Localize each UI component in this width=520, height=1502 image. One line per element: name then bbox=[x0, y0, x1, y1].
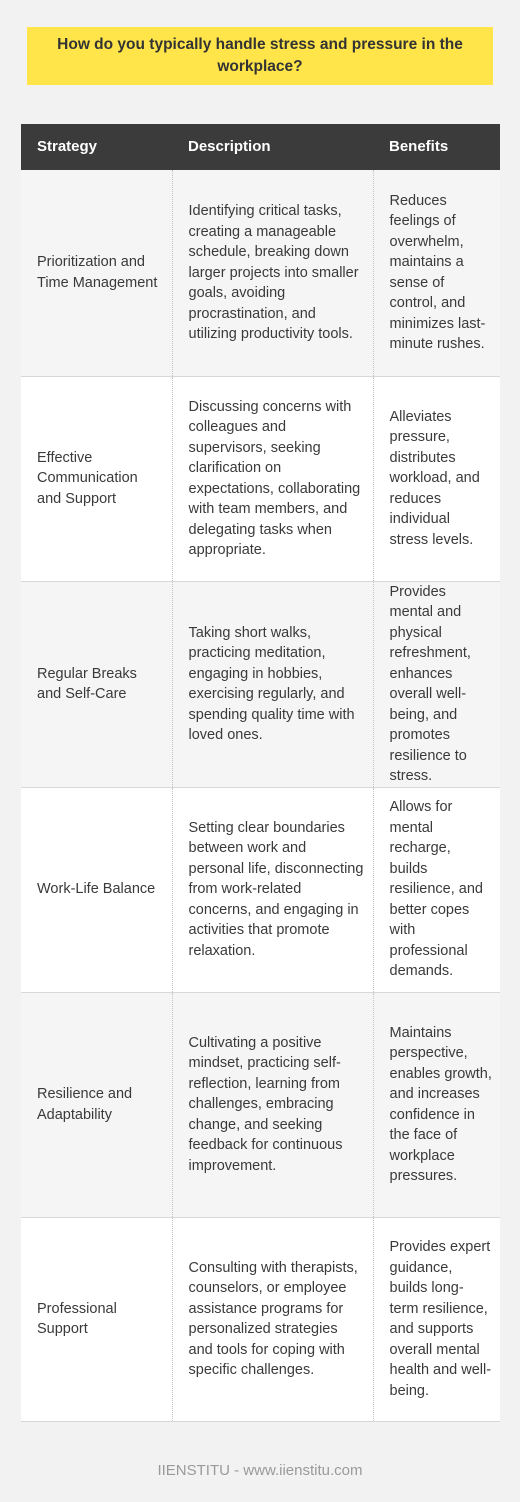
cell-description: Setting clear boundaries between work and personal life, disconnecting from work-related concerns, and engaging in activities that promote relaxation. bbox=[172, 787, 373, 992]
cell-strategy: Effective Communication and Support bbox=[21, 376, 172, 581]
header-strategy: Strategy bbox=[21, 124, 172, 170]
cell-benefits: Allows for mental recharge, builds resilience, and better copes with professional demands. bbox=[373, 787, 500, 992]
page-title: How do you typically handle stress and pressure in the workplace? bbox=[57, 36, 463, 75]
cell-description: Identifying critical tasks, creating a manageable schedule, breaking down larger projects into smaller goals, avoiding procrastination, and utilizing productivity tools. bbox=[172, 170, 373, 376]
header-benefits: Benefits bbox=[373, 124, 500, 170]
title-banner bbox=[27, 27, 493, 85]
cell-description: Consulting with therapists, counselors, or employee assistance programs for personalized strategies and tools for coping with specific challenges. bbox=[172, 1217, 373, 1421]
cell-strategy: Work-Life Balance bbox=[21, 787, 172, 992]
table-row bbox=[21, 376, 500, 581]
table-row bbox=[21, 992, 500, 1217]
table-row bbox=[21, 1217, 500, 1421]
cell-description: Discussing concerns with colleagues and supervisors, seeking clarification on expectations, collaborating with team members, and delegating tasks when appropriate. bbox=[172, 376, 373, 581]
cell-strategy: Professional Support bbox=[21, 1217, 172, 1421]
cell-description: Taking short walks, practicing meditation, engaging in hobbies, exercising regularly, and spending quality time with loved ones. bbox=[172, 581, 373, 787]
table-row bbox=[21, 170, 500, 376]
cell-strategy: Regular Breaks and Self-Care bbox=[21, 581, 172, 787]
cell-benefits: Reduces feelings of overwhelm, maintains a sense of control, and minimizes last-minute rushes. bbox=[373, 170, 500, 376]
table-header-row bbox=[21, 124, 500, 170]
cell-benefits: Alleviates pressure, distributes workload, and reduces individual stress levels. bbox=[373, 376, 500, 581]
table-row bbox=[21, 787, 500, 992]
strategy-table bbox=[21, 124, 500, 1422]
cell-benefits: Provides expert guidance, builds long-term resilience, and supports overall mental health and well-being. bbox=[373, 1217, 500, 1421]
footer-credit: IIENSTITU - www.iienstitu.com bbox=[157, 1462, 363, 1479]
table-row bbox=[21, 581, 500, 787]
header-description: Description bbox=[172, 124, 373, 170]
cell-benefits: Maintains perspective, enables growth, and increases confidence in the face of workplace pressures. bbox=[373, 992, 500, 1217]
cell-benefits: Provides mental and physical refreshment, enhances overall well-being, and promotes resilience to stress. bbox=[373, 581, 500, 787]
cell-strategy: Resilience and Adaptability bbox=[21, 992, 172, 1217]
cell-strategy: Prioritization and Time Management bbox=[21, 170, 172, 376]
cell-description: Cultivating a positive mindset, practicing self-reflection, learning from challenges, embracing change, and seeking feedback for continuous improvement. bbox=[172, 992, 373, 1217]
